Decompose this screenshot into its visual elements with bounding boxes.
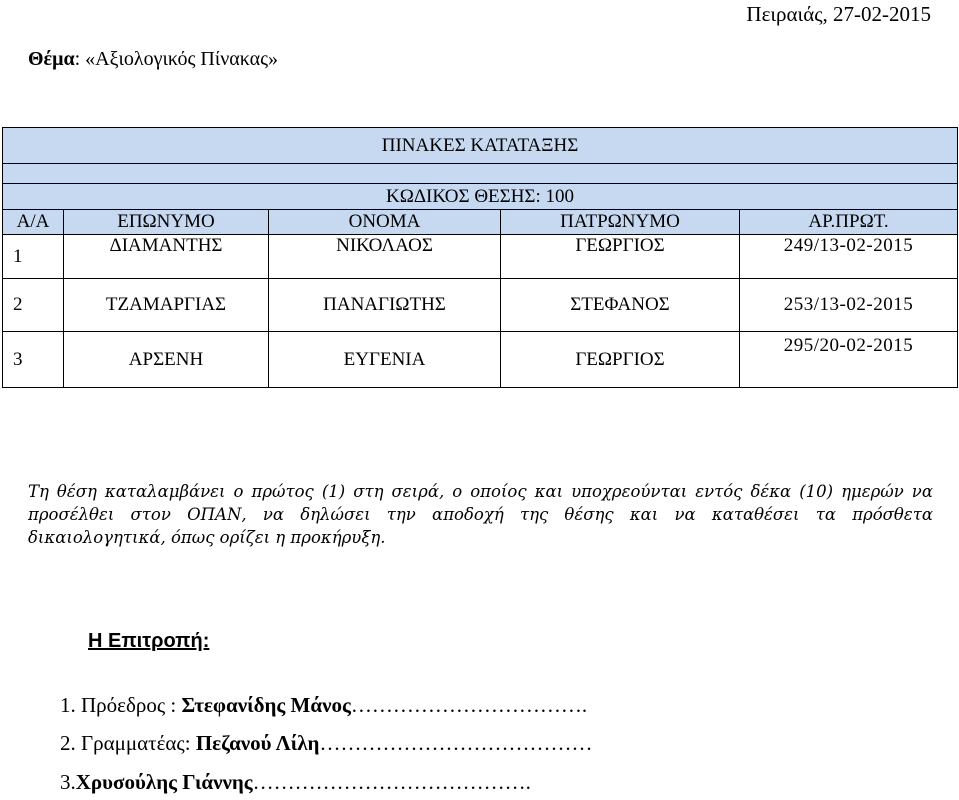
subject-text: : «Αξιολογικός Πίνακας»	[74, 48, 279, 70]
member-number: 3.	[60, 770, 76, 794]
table-row	[3, 332, 958, 388]
row-surname: ΔΙΑΜΑΝΤΗΣ	[64, 235, 269, 279]
member-name: Στεφανίδης Μάνος	[181, 693, 351, 717]
column-header-protocol: ΑΡ.ΠΡΩΤ.	[740, 210, 958, 235]
position-code: ΚΩΔΙΚΟΣ ΘΕΣΗΣ: 100	[3, 184, 958, 210]
row-father-name: ΓΕΩΡΓΙΟΣ	[501, 332, 740, 388]
row-surname: ΤΖΑΜΑΡΓΙΑΣ	[64, 279, 269, 332]
row-father-name: ΣΤΕΦΑΝΟΣ	[501, 279, 740, 332]
row-protocol: 295/20-02-2015	[740, 332, 958, 388]
row-father-name: ΓΕΩΡΓΙΟΣ	[501, 235, 740, 279]
subject-line	[28, 48, 278, 71]
table-row	[3, 235, 958, 279]
row-protocol: 249/13-02-2015	[740, 235, 958, 279]
row-number: 2	[3, 279, 64, 332]
row-number: 1	[3, 235, 64, 279]
table-spacer-row	[3, 164, 958, 184]
table-header-row	[3, 210, 958, 235]
member-number: 1.	[60, 693, 76, 717]
row-surname: ΑΡΣΕΝΗ	[64, 332, 269, 388]
column-header-surname: ΕΠΩΝΥΜΟ	[64, 210, 269, 235]
signature-dots: …………………………….	[350, 693, 588, 717]
subject-label: Θέμα	[28, 48, 75, 70]
committee-heading: Η Επιτροπή:	[88, 630, 210, 652]
member-role: Γραμματέας:	[81, 731, 196, 755]
member-name: Χρυσούλης Γιάννης	[75, 770, 253, 794]
committee-member	[60, 770, 531, 795]
row-name: ΕΥΓΕΝΙΑ	[269, 332, 501, 388]
row-name: ΠΑΝΑΓΙΩΤΗΣ	[269, 279, 501, 332]
member-number: 2.	[60, 731, 76, 755]
row-name: ΝΙΚΟΛΑΟΣ	[269, 235, 501, 279]
ranking-table	[2, 127, 958, 388]
column-header-father: ΠΑΤΡΩΝΥΜΟ	[501, 210, 740, 235]
column-header-aa: Α/Α	[3, 210, 64, 235]
member-name: Πεζανού Λίλη	[195, 731, 320, 755]
table-row	[3, 279, 958, 332]
column-header-name: ΟΝΟΜΑ	[269, 210, 501, 235]
member-role: Πρόεδρος :	[81, 693, 182, 717]
row-protocol: 253/13-02-2015	[740, 279, 958, 332]
committee-member	[60, 693, 587, 718]
notice-paragraph: Τη θέση καταλαμβάνει ο πρώτος (1) στη σειρά, ο οποίος και υποχρεούνται εντός δέκα (10) ημερών να προσέλθει στον ΟΠΑΝ, να δηλώσει την αποδοχή της θέσης και να καταθέσει τα πρόσθετα δικαιολογητικά, όπως ορίζει η προκήρυξη.	[28, 482, 933, 547]
committee-member	[60, 731, 592, 756]
table-title: ΠΙΝΑΚΕΣ ΚΑΤΑΤΑΞΗΣ	[3, 128, 958, 164]
document-date: Πειραιάς, 27-02-2015	[746, 2, 931, 26]
signature-dots: …………………………………	[319, 731, 593, 755]
signature-dots: ………………………………….	[252, 770, 531, 794]
row-number: 3	[3, 332, 64, 388]
